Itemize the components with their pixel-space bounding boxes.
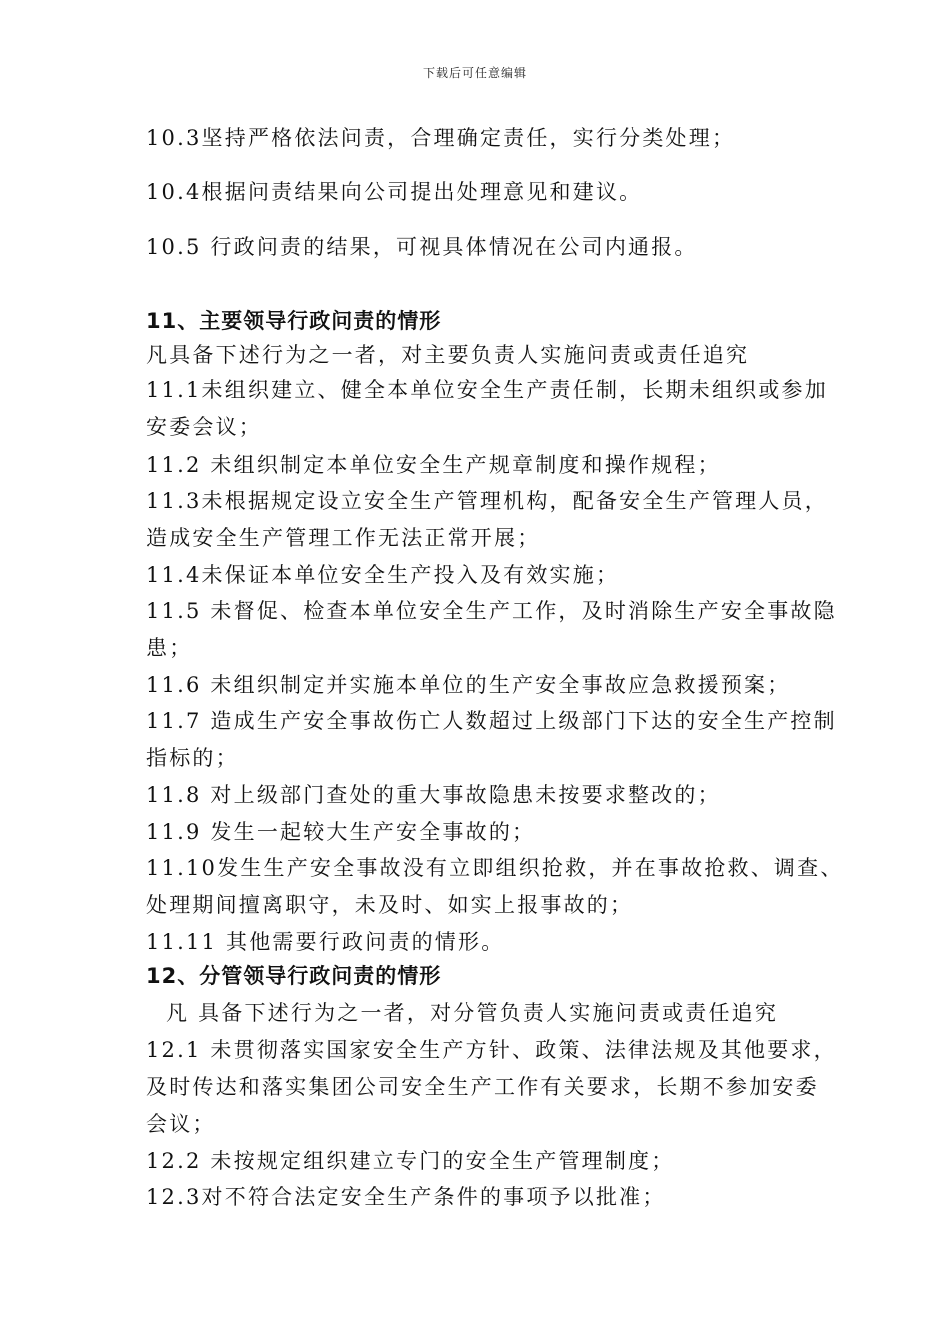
clause-11-5-cont: 患； (146, 636, 193, 660)
clause-10-4: 10.4根据问责结果向公司提出处理意见和建议。 (146, 180, 643, 204)
clause-10-3: 10.3坚持严格依法问责，合理确定责任，实行分类处理； (146, 126, 736, 150)
clause-11-10: 11.10发生生产安全事故没有立即组织抢救，并在事故抢救、调查、 (146, 856, 844, 880)
clause-11-3: 11.3未根据规定设立安全生产管理机构，配备安全生产管理人员， (146, 489, 828, 513)
section-11-intro: 凡具备下述行为之一者，对主要负责人实施问责或责任追究 (146, 343, 750, 367)
clause-12-1-cont: 及时传达和落实集团公司安全生产工作有关要求，长期不参加安委 (146, 1075, 819, 1099)
clause-11-3-cont: 造成安全生产管理工作无法正常开展； (146, 526, 541, 550)
clause-11-8: 11.8 对上级部门查处的重大事故隐患未按要求整改的； (146, 783, 721, 807)
clause-11-6: 11.6 未组织制定并实施本单位的生产安全事故应急救援预案； (146, 673, 791, 697)
clause-11-2: 11.2 未组织制定本单位安全生产规章制度和操作规程； (146, 453, 721, 477)
clause-11-10-cont: 处理期间擅离职守，未及时、如实上报事故的； (146, 893, 634, 917)
clause-11-7-cont: 指标的； (146, 746, 239, 770)
section-12-intro: 凡 具备下述行为之一者，对分管负责人实施问责或责任追究 (166, 1001, 779, 1025)
section-11-heading: 11、主要领导行政问责的情形 (146, 309, 442, 333)
clause-12-3: 12.3对不符合法定安全生产条件的事项予以批准； (146, 1185, 666, 1209)
clause-11-7: 11.7 造成生产安全事故伤亡人数超过上级部门下达的安全生产控制 (146, 709, 837, 733)
clause-11-1-cont: 安委会议； (146, 415, 262, 439)
clause-11-11: 11.11 其他需要行政问责的情形。 (146, 930, 505, 954)
clause-11-5: 11.5 未督促、检查本单位安全生产工作，及时消除生产安全事故隐 (146, 599, 837, 623)
clause-10-5: 10.5 行政问责的结果，可视具体情况在公司内通报。 (146, 235, 698, 259)
clause-11-9: 11.9 发生一起较大生产安全事故的； (146, 820, 536, 844)
clause-12-1-cont-2: 会议； (146, 1112, 216, 1136)
page-header-note: 下载后可任意编辑 (422, 66, 527, 80)
clause-11-4: 11.4未保证本单位安全生产投入及有效实施； (146, 563, 620, 587)
clause-12-2: 12.2 未按规定组织建立专门的安全生产管理制度； (146, 1149, 675, 1173)
clause-12-1: 12.1 未贯彻落实国家安全生产方针、政策、法律法规及其他要求， (146, 1038, 837, 1062)
clause-11-1: 11.1未组织建立、健全本单位安全生产责任制，长期未组织或参加 (146, 378, 828, 402)
section-12-heading: 12、分管领导行政问责的情形 (146, 964, 442, 988)
